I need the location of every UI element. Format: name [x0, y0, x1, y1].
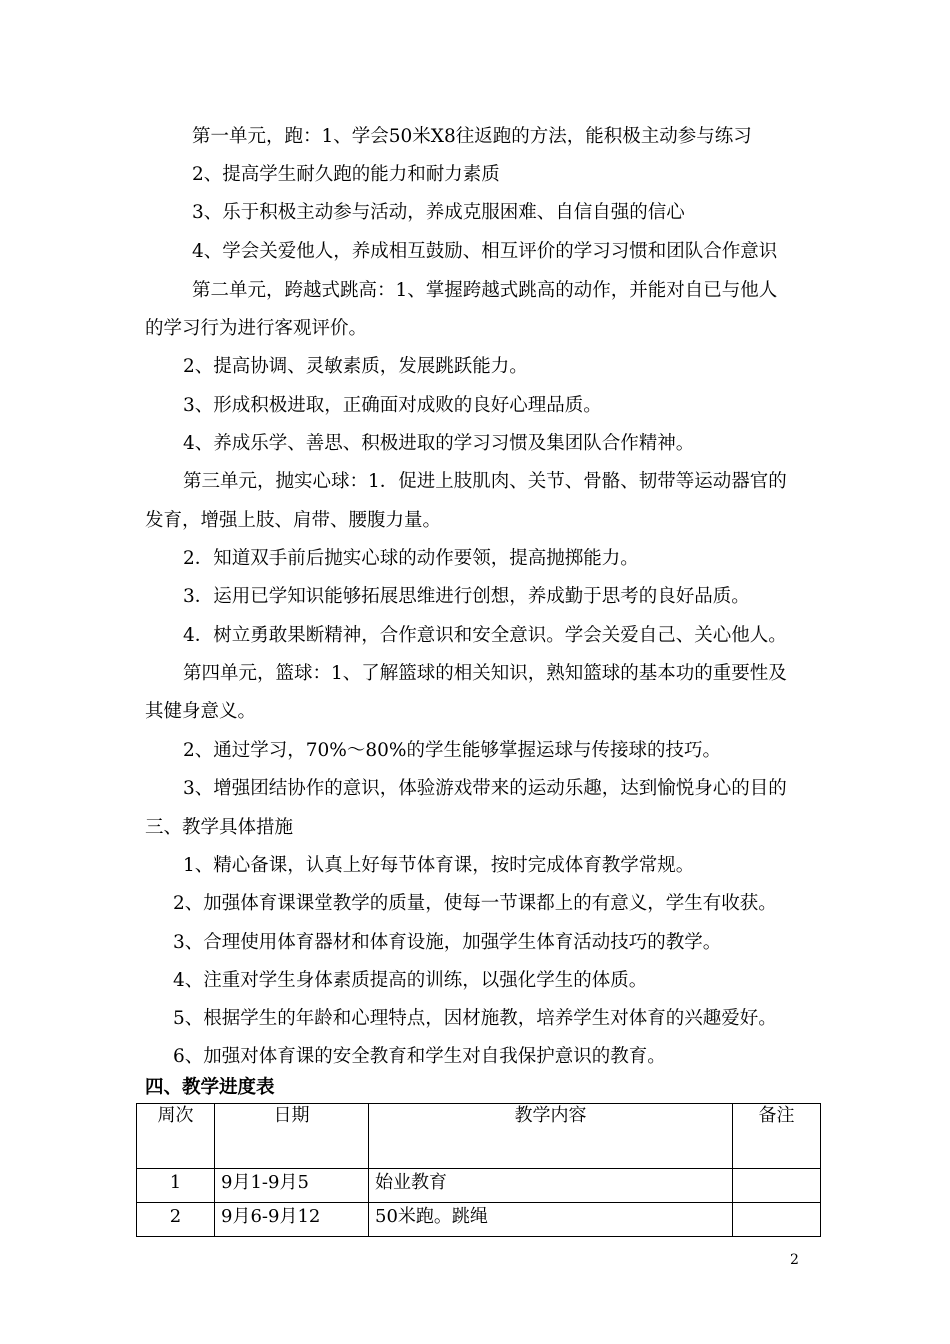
cell-date: 9月6-9月12: [215, 1203, 369, 1237]
unit3-goal-1: 第三单元，抛实心球：1．促进上肢肌肉、关节、骨骼、韧带等运动器官的: [183, 471, 787, 492]
header-content: 教学内容: [369, 1104, 733, 1169]
measure-4: 4、注重对学生身体素质提高的训练，以强化学生的体质。: [173, 970, 648, 991]
unit1-goal-4: 4、学会关爱他人，养成相互鼓励、相互评价的学习习惯和团队合作意识: [192, 241, 778, 262]
unit2-goal-1: 第二单元，跨越式跳高：1、掌握跨越式跳高的动作，并能对自已与他人: [192, 280, 778, 301]
cell-notes: [733, 1169, 821, 1203]
cell-date: 9月1-9月5: [215, 1169, 369, 1203]
header-week: 周次: [137, 1104, 215, 1169]
page-number: 2: [790, 1252, 799, 1268]
unit2-goal-3: 3、形成积极进取，正确面对成败的良好心理品质。: [183, 395, 602, 416]
cell-notes: [733, 1203, 821, 1237]
unit2-goal-1-cont: 的学习行为进行客观评价。: [145, 318, 368, 339]
header-date: 日期: [215, 1104, 369, 1169]
unit4-goal-2: 2、通过学习，70%～80%的学生能够掌握运球与传接球的技巧。: [183, 740, 722, 761]
header-notes: 备注: [733, 1104, 821, 1169]
section-four-heading: 四、教学进度表: [145, 1077, 275, 1098]
unit1-goal-3: 3、乐于积极主动参与活动，养成克服困难、自信自强的信心: [192, 202, 685, 223]
unit1-goal-2: 2、提高学生耐久跑的能力和耐力素质: [192, 164, 500, 185]
cell-week: 1: [137, 1169, 215, 1203]
unit4-goal-3: 3、增强团结协作的意识，体验游戏带来的运动乐趣，达到愉悦身心的目的: [183, 778, 787, 799]
table-row: [137, 1203, 821, 1237]
unit2-goal-4: 4、养成乐学、善思、积极进取的学习习惯及集团队合作精神。: [183, 433, 695, 454]
measure-2: 2、加强体育课课堂教学的质量，使每一节课都上的有意义，学生有收获。: [173, 893, 777, 914]
unit3-goal-2: 2．知道双手前后抛实心球的动作要领，提高抛掷能力。: [183, 548, 639, 569]
measure-6: 6、加强对体育课的安全教育和学生对自我保护意识的教育。: [173, 1046, 666, 1067]
unit2-goal-2: 2、提高协调、灵敏素质，发展跳跃能力。: [183, 356, 528, 377]
measure-1: 1、精心备课，认真上好每节体育课，按时完成体育教学常规。: [183, 855, 695, 876]
unit1-goal-1: 第一单元，跑：1、学会50米X8往返跑的方法，能积极主动参与练习: [192, 126, 752, 147]
unit3-goal-1-cont: 发育，增强上肢、肩带、腰腹力量。: [145, 510, 442, 531]
table-row: [137, 1169, 821, 1203]
cell-content: 始业教育: [369, 1169, 733, 1203]
measure-5: 5、根据学生的年龄和心理特点，因材施教，培养学生对体育的兴趣爱好。: [173, 1008, 777, 1029]
section-three-heading: 三、教学具体措施: [145, 817, 294, 838]
unit4-goal-1-cont: 其健身意义。: [145, 701, 257, 722]
unit4-goal-1: 第四单元，篮球：1、了解篮球的相关知识，熟知篮球的基本功的重要性及: [183, 663, 787, 684]
cell-week: 2: [137, 1203, 215, 1237]
cell-content: 50米跑。跳绳: [369, 1203, 733, 1237]
unit3-goal-4: 4．树立勇敢果断精神，合作意识和安全意识。学会关爱自己、关心他人。: [183, 625, 787, 646]
unit3-goal-3: 3．运用已学知识能够拓展思维进行创想，养成勤于思考的良好品质。: [183, 586, 750, 607]
table-header-row: [137, 1104, 821, 1169]
schedule-table: [136, 1103, 821, 1237]
measure-3: 3、合理使用体育器材和体育设施，加强学生体育活动技巧的教学。: [173, 932, 722, 953]
